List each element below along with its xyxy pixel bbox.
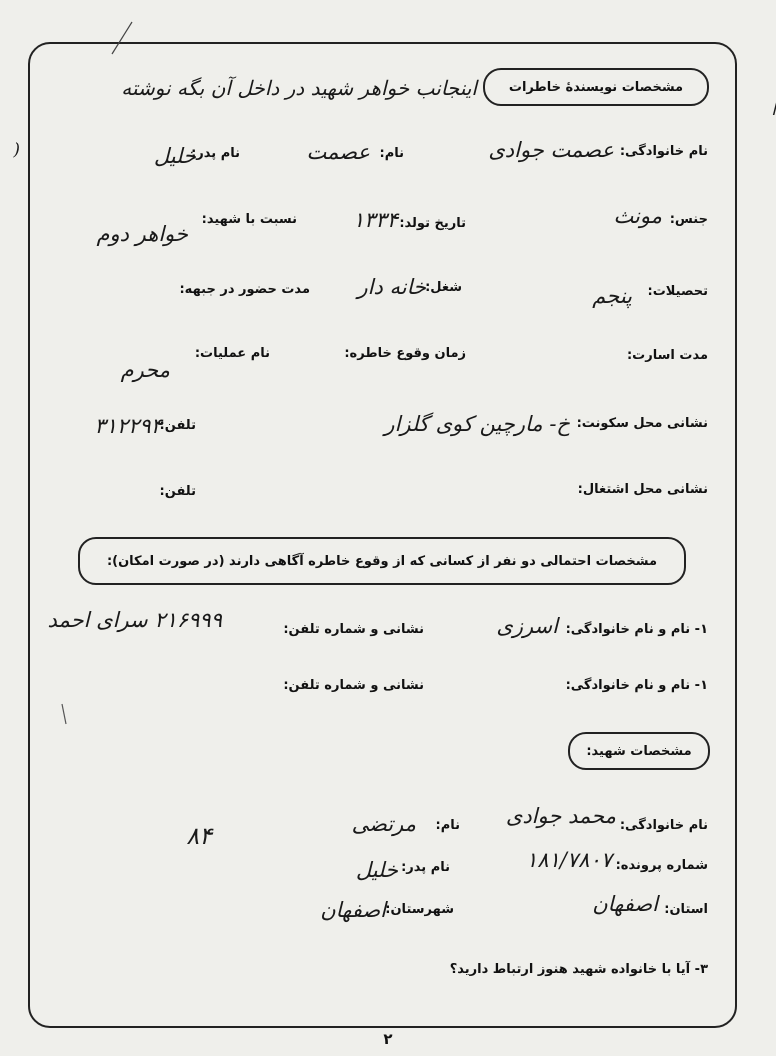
work-phone-label: تلفن: <box>159 484 196 499</box>
home-phone-label: تلفن: <box>159 418 196 433</box>
writer-first-name-label: نام: <box>379 146 404 161</box>
witness1-margin-handwriting: ۲۱۶۹۹۹ سرای احمد <box>47 608 222 632</box>
writer-last-name-label: نام خانوادگی: <box>619 144 708 159</box>
birth-date-label: تاریخ تولد: <box>399 216 466 231</box>
martyr-father-value: خلیل <box>355 858 398 882</box>
city-value: اصفهان <box>320 898 386 922</box>
writer-last-name-value: عصمت جوادی <box>488 138 614 162</box>
writer-father-value: خلیل <box>153 144 196 168</box>
city-label: شهرستان: <box>385 902 454 917</box>
witness1-contact-label: نشانی و شماره تلفن: <box>283 622 424 637</box>
home-phone-value: ۳۱۲۲۹۴ <box>94 414 162 438</box>
province-label: استان: <box>664 902 708 917</box>
page-number: ۲ <box>383 1030 393 1048</box>
job-label: شغل: <box>425 280 462 295</box>
gender-label: جنس: <box>669 212 708 227</box>
martyr-father-label: نام پدر: <box>401 860 450 875</box>
margin-handwriting-bracket: ( <box>13 140 20 160</box>
front-duration-label: مدت حضور در جبهه: <box>179 282 310 297</box>
witness1-name-label: ۱- نام و نام خانوادگی: <box>565 622 708 637</box>
heading-handwritten-note: اینجانب خواهر شهید در داخل آن بگه نوشته <box>121 76 477 100</box>
witness-section-heading: مشخصات احتمالی دو نفر از کسانی که از وقوع خاطره آگاهی دارند (در صورت امکان): <box>78 537 686 585</box>
operation-name-label: نام عملیات: <box>194 346 270 361</box>
question-3: ۳- آیا با خانواده شهید هنوز ارتباط دارید؟ <box>449 962 708 977</box>
witness2-name-label: ۱- نام و نام خانوادگی: <box>565 678 708 693</box>
margin-handwriting-top: ا <box>771 100 776 120</box>
captivity-duration-label: مدت اسارت: <box>626 348 708 363</box>
education-value: پنجم <box>592 284 632 308</box>
file-number-label: شماره پرونده: <box>615 858 708 873</box>
writer-section-heading: مشخصات نویسندهٔ خاطرات <box>483 68 709 106</box>
witness1-name-value: اسرزی <box>496 614 558 638</box>
home-address-value: خ- مارچین کوی گلزار <box>384 412 570 436</box>
writer-father-label: نام پدر: <box>191 146 240 161</box>
witness2-contact-label: نشانی و شماره تلفن: <box>283 678 424 693</box>
gender-value: مونث <box>613 204 662 228</box>
martyr-section-heading: مشخصات شهید: <box>568 732 710 770</box>
relation-label: نسبت با شهید: <box>201 212 297 227</box>
pen-stroke-mark <box>108 18 138 58</box>
education-label: تحصیلات: <box>647 284 708 299</box>
writer-first-name-value: عصمت <box>306 140 370 164</box>
martyr-first-name-label: نام: <box>435 818 460 833</box>
martyr-last-name-label: نام خانوادگی: <box>619 818 708 833</box>
job-value: خانه دار <box>357 275 426 299</box>
martyr-first-name-value: مرتضی <box>351 812 416 836</box>
event-time-label: زمان وقوع خاطره: <box>344 346 466 361</box>
home-address-label: نشانی محل سکونت: <box>576 416 708 431</box>
side-handwritten-number: ۸۴ <box>186 822 212 850</box>
relation-value: خواهر دوم <box>96 222 188 246</box>
pen-stroke-mark <box>56 700 76 730</box>
operation-name-value: محرم <box>120 358 170 382</box>
work-address-label: نشانی محل اشتغال: <box>577 482 708 497</box>
province-value: اصفهان <box>592 892 658 916</box>
file-number-value: ۱۸۱/۷۸۰۷ <box>525 848 612 872</box>
birth-date-value: ۱۳۳۴ <box>352 208 398 232</box>
martyr-last-name-value: محمد جوادی <box>505 804 616 828</box>
